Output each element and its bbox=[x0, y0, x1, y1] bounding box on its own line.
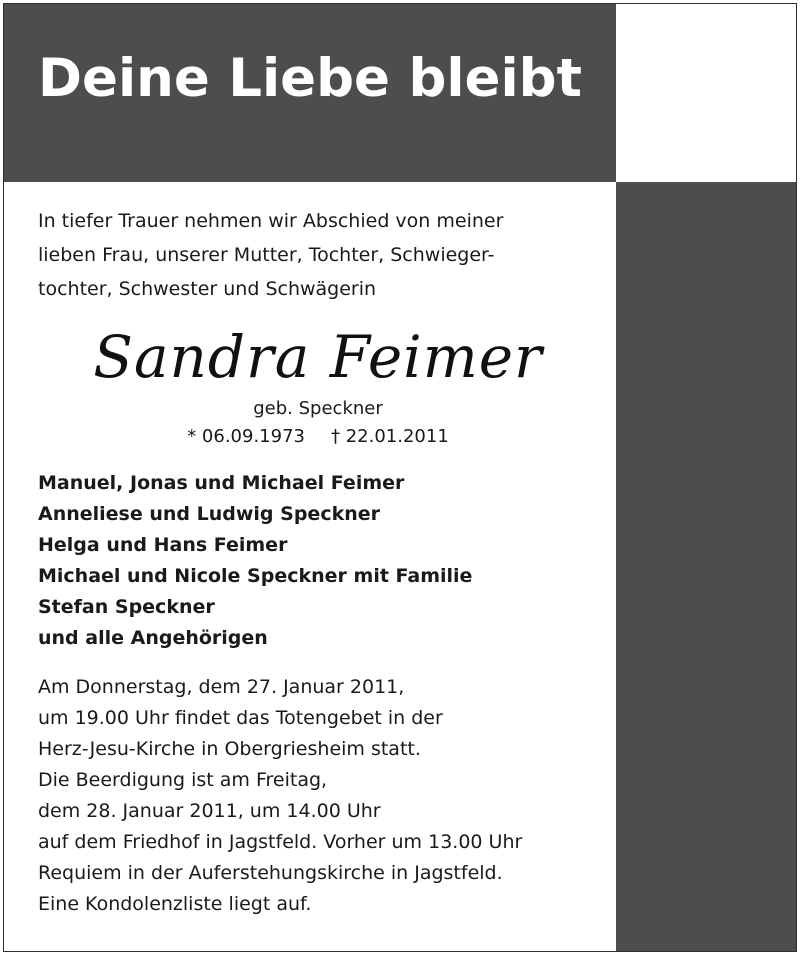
birth-date: * 06.09.1973 bbox=[187, 426, 305, 447]
intro-line: tochter, Schwester und Schwägerin bbox=[38, 278, 377, 300]
funeral-detail-line: um 19.00 Uhr findet das Totengebet in der bbox=[38, 707, 443, 729]
mourner-entry: und alle Angehörigen bbox=[38, 627, 268, 649]
mourner-entry: Stefan Speckner bbox=[38, 596, 215, 618]
mourner-entry: Manuel, Jonas und Michael Feimer bbox=[38, 472, 405, 494]
funeral-detail-line: Am Donnerstag, dem 27. Januar 2011, bbox=[38, 676, 405, 698]
death-date: † 22.01.2011 bbox=[331, 426, 449, 447]
intro-line: In tiefer Trauer nehmen wir Abschied von meiner bbox=[38, 210, 504, 232]
headline: Deine Liebe bleibt bbox=[38, 48, 582, 109]
deceased-name: Sandra Feimer bbox=[93, 323, 543, 391]
intro-line: lieben Frau, unserer Mutter, Tochter, Schwieger- bbox=[38, 244, 495, 266]
funeral-detail-line: dem 28. Januar 2011, um 14.00 Uhr bbox=[38, 800, 381, 822]
funeral-details bbox=[38, 672, 598, 920]
mourner-entry: Anneliese und Ludwig Speckner bbox=[38, 503, 380, 525]
notice-body bbox=[38, 204, 598, 920]
birth-name: geb. Speckner bbox=[253, 398, 383, 419]
intro-text bbox=[38, 204, 598, 306]
mourners-list bbox=[38, 468, 598, 654]
mourner-entry: Michael und Nicole Speckner mit Familie bbox=[38, 565, 473, 587]
funeral-detail-line: Herz-Jesu-Kirche in Obergriesheim statt. bbox=[38, 738, 421, 760]
funeral-detail-line: auf dem Friedhof in Jagstfeld. Vorher um 13.00 Uhr bbox=[38, 831, 523, 853]
life-dates bbox=[38, 422, 598, 452]
funeral-detail-line: Eine Kondolenzliste liegt auf. bbox=[38, 893, 312, 915]
funeral-detail-line: Requiem in der Auferstehungskirche in Jagstfeld. bbox=[38, 862, 503, 884]
mourner-entry: Helga und Hans Feimer bbox=[38, 534, 288, 556]
funeral-detail-line: Die Beerdigung ist am Freitag, bbox=[38, 769, 328, 791]
